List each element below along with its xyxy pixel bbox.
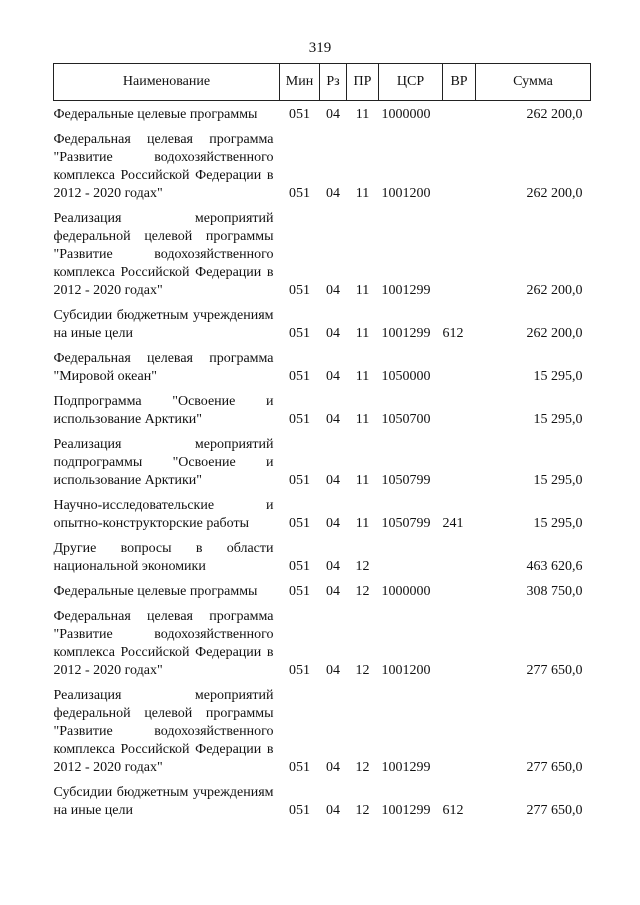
row-name: Реализация мероприятий федеральной целевой программы "Развитие водохозяйственного комплекса Российской Федерации в 2012 - 2020 годах" — [53, 688, 274, 775]
column-header-pr: ПР — [347, 64, 379, 101]
row-name: Федеральная целевая программа "Развитие водохозяйственного комплекса Российской Федерации в 2012 - 2020 годах" — [53, 609, 274, 678]
row-sum: 262 200,0 — [526, 107, 583, 122]
column-header-vr: ВР — [443, 64, 476, 101]
row-rz: 04 — [326, 107, 340, 122]
row-sum: 308 750,0 — [526, 584, 583, 599]
row-rz: 04 — [326, 760, 340, 775]
row-vr — [443, 429, 476, 490]
page-number: 319 — [308, 40, 332, 56]
row-min: 051 — [289, 760, 310, 775]
table-header — [54, 64, 591, 101]
row-rz: 04 — [326, 803, 340, 818]
row-name: Федеральная целевая программа "Развитие водохозяйственного комплекса Российской Федерации в 2012 - 2020 годах" — [53, 132, 274, 201]
row-csr — [379, 533, 443, 576]
row-csr: 1050700 — [381, 412, 431, 427]
row-pr: 12 — [355, 803, 370, 818]
row-name: Реализация мероприятий федеральной целевой программы "Развитие водохозяйственного комплекса Российской Федерации в 2012 - 2020 годах" — [53, 211, 274, 298]
row-min: 051 — [289, 283, 310, 298]
row-sum: 15 295,0 — [533, 369, 583, 384]
table-row — [54, 576, 591, 601]
row-sum: 15 295,0 — [533, 473, 583, 488]
row-sum: 277 650,0 — [526, 760, 583, 775]
table-row — [54, 429, 591, 490]
row-vr — [443, 576, 476, 601]
row-sum: 262 200,0 — [526, 186, 583, 201]
row-pr: 11 — [355, 412, 370, 427]
row-min: 051 — [289, 412, 310, 427]
column-header-min: Мин — [280, 64, 320, 101]
row-vr: 612 — [442, 803, 464, 818]
row-name: Федеральные целевые программы — [53, 107, 258, 122]
row-name: Научно-исследовательские и опытно-конструкторские работы — [53, 498, 274, 531]
column-header-rz: Рз — [320, 64, 347, 101]
row-csr: 1050799 — [381, 516, 431, 531]
row-sum: 15 295,0 — [533, 516, 583, 531]
row-name: Федеральные целевые программы — [53, 584, 258, 599]
row-vr — [443, 124, 476, 203]
row-sum: 463 620,6 — [526, 559, 583, 574]
row-vr — [443, 101, 476, 125]
row-rz: 04 — [326, 559, 340, 574]
table-row — [54, 124, 591, 203]
row-csr: 1001200 — [381, 186, 431, 201]
row-sum: 262 200,0 — [526, 283, 583, 298]
row-min: 051 — [289, 559, 310, 574]
row-min: 051 — [289, 473, 310, 488]
column-header-sum: Сумма — [476, 64, 591, 101]
budget-table — [53, 63, 591, 820]
row-rz: 04 — [326, 326, 340, 341]
row-csr: 1000000 — [381, 107, 431, 122]
table-row — [54, 680, 591, 777]
row-pr: 12 — [355, 760, 370, 775]
row-name: Субсидии бюджетным учреждениям на иные цели — [53, 785, 274, 818]
row-pr: 11 — [355, 473, 370, 488]
row-csr: 1050000 — [381, 369, 431, 384]
row-name: Федеральная целевая программа "Мировой океан" — [53, 351, 274, 384]
row-vr: 241 — [442, 516, 464, 531]
row-name: Другие вопросы в области национальной экономики — [53, 541, 274, 574]
row-csr: 1001299 — [381, 283, 431, 298]
row-pr: 12 — [355, 559, 370, 574]
table-row — [54, 300, 591, 343]
row-sum: 262 200,0 — [526, 326, 583, 341]
row-csr: 1050799 — [381, 473, 431, 488]
column-header-csr: ЦСР — [379, 64, 443, 101]
table-row — [54, 601, 591, 680]
row-pr: 12 — [355, 584, 370, 599]
row-vr — [443, 601, 476, 680]
row-csr: 1001200 — [381, 663, 431, 678]
row-min: 051 — [289, 803, 310, 818]
row-csr: 1001299 — [381, 760, 431, 775]
row-sum: 277 650,0 — [526, 803, 583, 818]
row-name: Субсидии бюджетным учреждениям на иные цели — [53, 308, 274, 341]
row-min: 051 — [289, 369, 310, 384]
row-csr: 1000000 — [381, 584, 431, 599]
row-rz: 04 — [326, 584, 340, 599]
row-rz: 04 — [326, 369, 340, 384]
row-vr — [443, 203, 476, 300]
row-min: 051 — [289, 663, 310, 678]
row-pr: 11 — [355, 107, 370, 122]
row-sum: 277 650,0 — [526, 663, 583, 678]
table-row — [54, 203, 591, 300]
table-body — [54, 101, 591, 821]
row-pr: 11 — [355, 326, 370, 341]
row-name: Реализация мероприятий подпрограммы "Освоение и использование Арктики" — [53, 437, 274, 488]
table-row — [54, 777, 591, 820]
row-min: 051 — [289, 186, 310, 201]
row-vr — [443, 343, 476, 386]
row-rz: 04 — [326, 283, 340, 298]
row-min: 051 — [289, 584, 310, 599]
row-vr: 612 — [442, 326, 464, 341]
row-sum: 15 295,0 — [533, 412, 583, 427]
row-pr: 11 — [355, 283, 370, 298]
row-min: 051 — [289, 107, 310, 122]
row-vr — [443, 386, 476, 429]
row-name: Подпрограмма "Освоение и использование Арктики" — [53, 394, 274, 427]
row-rz: 04 — [326, 186, 340, 201]
row-pr: 11 — [355, 369, 370, 384]
row-rz: 04 — [326, 663, 340, 678]
row-pr: 12 — [355, 663, 370, 678]
row-pr: 11 — [355, 516, 370, 531]
row-csr: 1001299 — [381, 803, 431, 818]
row-rz: 04 — [326, 412, 340, 427]
table-row — [54, 343, 591, 386]
row-rz: 04 — [326, 516, 340, 531]
table-row — [54, 101, 591, 125]
row-vr — [443, 533, 476, 576]
table-row — [54, 386, 591, 429]
row-csr: 1001299 — [381, 326, 431, 341]
column-header-name: Наименование — [54, 64, 280, 101]
row-pr: 11 — [355, 186, 370, 201]
table-row — [54, 490, 591, 533]
row-min: 051 — [289, 516, 310, 531]
table-row — [54, 533, 591, 576]
row-rz: 04 — [326, 473, 340, 488]
row-min: 051 — [289, 326, 310, 341]
row-vr — [443, 680, 476, 777]
